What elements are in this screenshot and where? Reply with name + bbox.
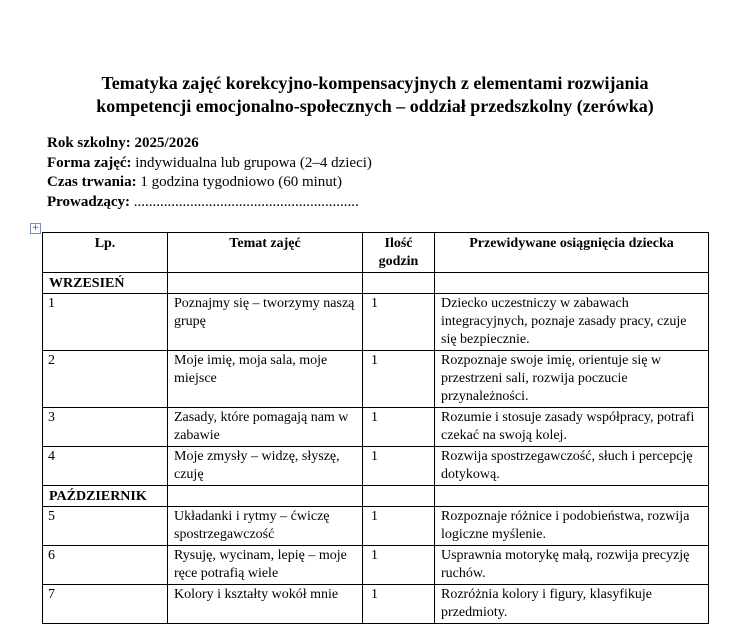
row-hours: 1 xyxy=(363,585,435,624)
title-line-2: kompetencji emocjonalno-społecznych – oddział przedszkolny (zerówka) xyxy=(96,96,654,116)
row-hours: 1 xyxy=(363,507,435,546)
row-hours: 1 xyxy=(363,546,435,585)
row-hours: 1 xyxy=(363,447,435,486)
row-outcome: Usprawnia motorykę małą, rozwija precyzję ruchów. xyxy=(435,546,709,585)
row-lp: 4 xyxy=(43,447,168,486)
row-outcome: Dziecko uczestniczy w zabawach integracyjnych, poznaje zasady pracy, czuje się bezpiecznie. xyxy=(435,294,709,351)
document-title xyxy=(0,72,750,118)
form-label: Forma zajęć: xyxy=(47,154,132,171)
row-lp: 6 xyxy=(43,546,168,585)
row-lp: 5 xyxy=(43,507,168,546)
row-lp: 2 xyxy=(43,351,168,408)
form-row xyxy=(47,154,372,174)
duration-value: 1 godzina tygodniowo (60 minut) xyxy=(136,174,342,190)
row-hours: 1 xyxy=(363,408,435,447)
school-year-row xyxy=(47,134,372,154)
teacher-value: ............................................................ xyxy=(130,193,359,210)
row-outcome: Rozróżnia kolory i figury, klasyfikuje przedmioty. xyxy=(435,585,709,624)
row-outcome: Rozpoznaje różnice i podobieństwa, rozwija logiczne myślenie. xyxy=(435,507,709,546)
month-row xyxy=(43,273,709,294)
table-row xyxy=(43,408,709,447)
row-outcome: Rozumie i stosuje zasady współpracy, potrafi czekać na swoją kolej. xyxy=(435,408,709,447)
row-lp: 3 xyxy=(43,408,168,447)
header-hours xyxy=(363,233,435,273)
table-row xyxy=(43,585,709,624)
teacher-row xyxy=(47,193,372,213)
header-topic: Temat zajęć xyxy=(168,233,363,273)
month-row xyxy=(43,486,709,507)
row-hours: 1 xyxy=(363,351,435,408)
row-topic: Kolory i kształty wokół mnie xyxy=(168,585,363,624)
row-outcome: Rozpoznaje swoje imię, orientuje się w przestrzeni sali, rozwija poczucie przynależności. xyxy=(435,351,709,408)
school-year-value: 2025/2026 xyxy=(130,135,199,151)
month-label: PAŹDZIERNIK xyxy=(43,486,168,507)
header-hours-line1: Ilość xyxy=(384,236,413,251)
table-row xyxy=(43,294,709,351)
table-row xyxy=(43,351,709,408)
row-lp: 7 xyxy=(43,585,168,624)
row-topic: Zasady, które pomagają nam w zabawie xyxy=(168,408,363,447)
row-topic: Moje imię, moja sala, moje miejsce xyxy=(168,351,363,408)
school-year-label: Rok szkolny: xyxy=(47,135,131,151)
table-row xyxy=(43,546,709,585)
table-row xyxy=(43,507,709,546)
header-lp: Lp. xyxy=(43,233,168,273)
row-hours: 1 xyxy=(363,294,435,351)
row-topic: Układanki i rytmy – ćwiczę spostrzegawczość xyxy=(168,507,363,546)
table-move-handle-icon[interactable]: + xyxy=(31,223,40,233)
duration-row xyxy=(47,173,372,193)
topics-table xyxy=(42,232,709,624)
row-lp: 1 xyxy=(43,294,168,351)
header-hours-line2: godzin xyxy=(378,254,419,269)
row-topic: Moje zmysły – widzę, słyszę, czuję xyxy=(168,447,363,486)
form-value: indywidualna lub grupowa (2–4 dzieci) xyxy=(131,154,372,171)
row-topic: Rysuję, wycinam, lepię – moje ręce potrafią wiele xyxy=(168,546,363,585)
header-outcomes: Przewidywane osiągnięcia dziecka xyxy=(435,233,709,273)
title-line-1: Tematyka zajęć korekcyjno-kompensacyjnych z elementami rozwijania xyxy=(101,73,649,93)
table-header-row xyxy=(43,233,709,273)
teacher-label: Prowadzący: xyxy=(47,193,131,210)
duration-label: Czas trwania: xyxy=(47,174,137,190)
row-outcome: Rozwija spostrzegawczość, słuch i percepcję dotykową. xyxy=(435,447,709,486)
document-meta xyxy=(47,134,372,212)
table-row xyxy=(43,447,709,486)
month-label: WRZESIEŃ xyxy=(43,273,168,294)
row-topic: Poznajmy się – tworzymy naszą grupę xyxy=(168,294,363,351)
